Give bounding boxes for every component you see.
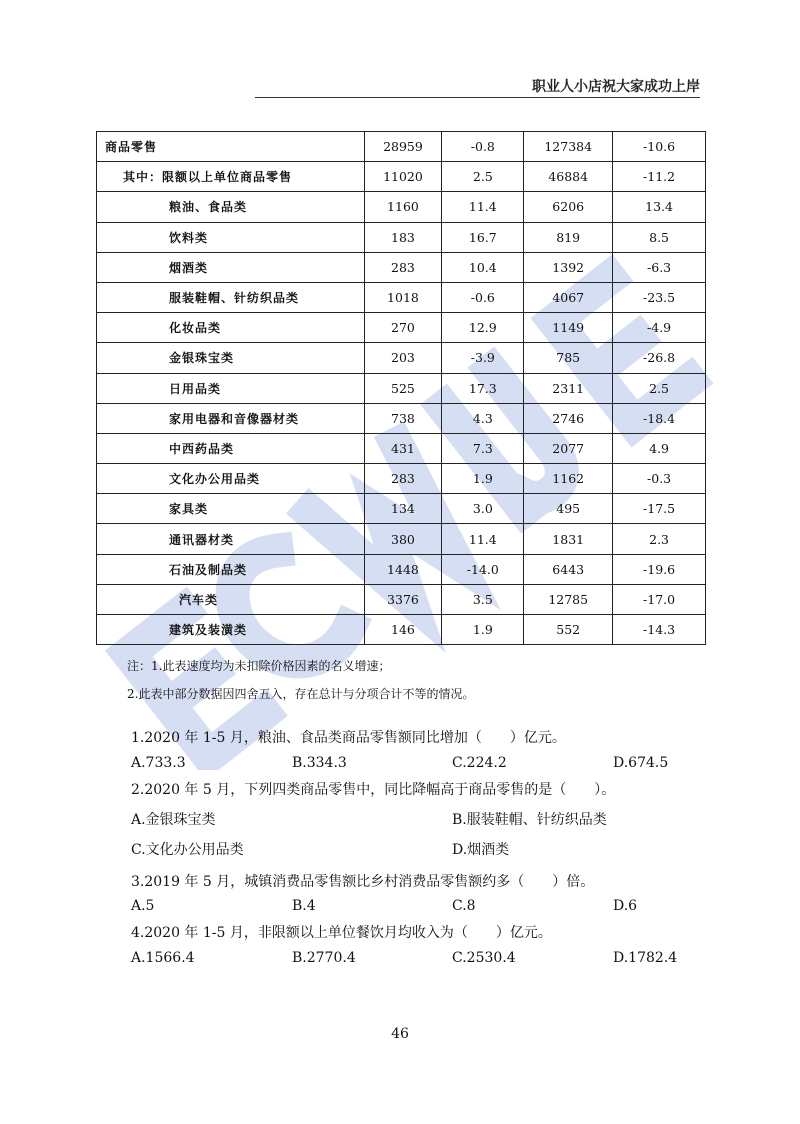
table-row	[97, 373, 706, 403]
category-cell: 商品零售	[97, 132, 365, 162]
growth-cell: 2.3	[613, 524, 706, 554]
value-cell: 283	[364, 252, 442, 282]
value-cell: 819	[524, 222, 613, 252]
value-cell: 203	[364, 343, 442, 373]
table-row	[97, 494, 706, 524]
q2-option-b: B.服装鞋帽、针纺织品类	[452, 812, 607, 828]
retail-sales-table	[96, 131, 706, 645]
value-cell: 1160	[364, 192, 442, 222]
growth-cell: 7.3	[442, 433, 524, 463]
header-divider	[255, 97, 700, 98]
q1-option-d: D.674.5	[613, 755, 669, 771]
page-header-title: 职业人小店祝大家成功上岸	[532, 79, 700, 95]
growth-cell: 11.4	[442, 524, 524, 554]
category-cell: 粮油、食品类	[97, 192, 365, 222]
category-cell: 家具类	[97, 494, 365, 524]
category-cell: 通讯器材类	[97, 524, 365, 554]
value-cell: 11020	[364, 162, 442, 192]
growth-cell: -18.4	[613, 403, 706, 433]
value-cell: 270	[364, 313, 442, 343]
value-cell: 12785	[524, 584, 613, 614]
growth-cell: -19.6	[613, 554, 706, 584]
growth-cell: -4.9	[613, 313, 706, 343]
category-cell: 汽车类	[97, 584, 365, 614]
value-cell: 46884	[524, 162, 613, 192]
growth-cell: 11.4	[442, 192, 524, 222]
growth-cell: -0.6	[442, 282, 524, 312]
value-cell: 380	[364, 524, 442, 554]
category-cell: 饮料类	[97, 222, 365, 252]
value-cell: 146	[364, 615, 442, 645]
note-2: 2.此表中部分数据因四舍五入，存在总计与分项合计不等的情况。	[127, 687, 475, 701]
growth-cell: -6.3	[613, 252, 706, 282]
growth-cell: -17.0	[613, 584, 706, 614]
table-row	[97, 433, 706, 463]
category-cell: 文化办公用品类	[97, 464, 365, 494]
category-cell: 其中：限额以上单位商品零售	[97, 162, 365, 192]
growth-cell: 3.0	[442, 494, 524, 524]
category-cell: 金银珠宝类	[97, 343, 365, 373]
table-row	[97, 524, 706, 554]
growth-cell: 3.5	[442, 584, 524, 614]
value-cell: 6443	[524, 554, 613, 584]
category-cell: 中西药品类	[97, 433, 365, 463]
growth-cell: -3.9	[442, 343, 524, 373]
q1-option-b: B.334.3	[292, 755, 347, 771]
table-row	[97, 403, 706, 433]
growth-cell: -0.8	[442, 132, 524, 162]
value-cell: 1018	[364, 282, 442, 312]
value-cell: 28959	[364, 132, 442, 162]
q4-option-b: B.2770.4	[292, 950, 356, 966]
value-cell: 127384	[524, 132, 613, 162]
growth-cell: -11.2	[613, 162, 706, 192]
category-cell: 建筑及装潢类	[97, 615, 365, 645]
table-row	[97, 554, 706, 584]
table-row	[97, 222, 706, 252]
table-row	[97, 584, 706, 614]
value-cell: 552	[524, 615, 613, 645]
table-row	[97, 464, 706, 494]
growth-cell: 2.5	[613, 373, 706, 403]
growth-cell: 4.3	[442, 403, 524, 433]
category-cell: 服装鞋帽、针纺织品类	[97, 282, 365, 312]
growth-cell: 1.9	[442, 464, 524, 494]
table-row	[97, 343, 706, 373]
value-cell: 1149	[524, 313, 613, 343]
value-cell: 183	[364, 222, 442, 252]
value-cell: 4067	[524, 282, 613, 312]
q2-option-d: D.烟酒类	[452, 842, 510, 858]
value-cell: 431	[364, 433, 442, 463]
q3-option-d: D.6	[613, 898, 638, 914]
growth-cell: 4.9	[613, 433, 706, 463]
growth-cell: -17.5	[613, 494, 706, 524]
q2-option-c: C.文化办公用品类	[131, 842, 244, 858]
category-cell: 日用品类	[97, 373, 365, 403]
growth-cell: -10.6	[613, 132, 706, 162]
value-cell: 2746	[524, 403, 613, 433]
table-row	[97, 132, 706, 162]
growth-cell: 1.9	[442, 615, 524, 645]
growth-cell: 16.7	[442, 222, 524, 252]
value-cell: 1392	[524, 252, 613, 282]
table-row	[97, 252, 706, 282]
growth-cell: 2.5	[442, 162, 524, 192]
category-cell: 化妆品类	[97, 313, 365, 343]
q4-option-a: A.1566.4	[131, 950, 195, 966]
category-cell: 石油及制品类	[97, 554, 365, 584]
table-row	[97, 192, 706, 222]
value-cell: 495	[524, 494, 613, 524]
value-cell: 3376	[364, 584, 442, 614]
q1-option-c: C.224.2	[452, 755, 507, 771]
table-row	[97, 313, 706, 343]
growth-cell: -14.0	[442, 554, 524, 584]
table-notes	[127, 652, 474, 708]
q4-option-c: C.2530.4	[452, 950, 516, 966]
growth-cell: -26.8	[613, 343, 706, 373]
growth-cell: 8.5	[613, 222, 706, 252]
growth-cell: 13.4	[613, 192, 706, 222]
table-row	[97, 162, 706, 192]
value-cell: 283	[364, 464, 442, 494]
growth-cell: -0.3	[613, 464, 706, 494]
category-cell: 家用电器和音像器材类	[97, 403, 365, 433]
value-cell: 1162	[524, 464, 613, 494]
q1-option-a: A.733.3	[131, 755, 186, 771]
question-1: 1.2020 年 1-5 月，粮油、食品类商品零售额同比增加（ ）亿元。	[131, 730, 566, 746]
growth-cell: 17.3	[442, 373, 524, 403]
q2-option-a: A.金银珠宝类	[131, 812, 216, 828]
value-cell: 738	[364, 403, 442, 433]
value-cell: 1448	[364, 554, 442, 584]
q3-option-a: A.5	[131, 898, 155, 914]
question-3: 3.2019 年 5 月，城镇消费品零售额比乡村消费品零售额约多（ ）倍。	[131, 874, 595, 890]
page-number: 46	[391, 1026, 409, 1042]
question-2: 2.2020 年 5 月，下列四类商品零售中，同比降幅高于商品零售的是（ ）。	[131, 782, 616, 798]
value-cell: 2311	[524, 373, 613, 403]
note-1: 注：1.此表速度均为未扣除价格因素的名义增速；	[127, 659, 391, 673]
q3-option-b: B.4	[292, 898, 316, 914]
growth-cell: -14.3	[613, 615, 706, 645]
value-cell: 525	[364, 373, 442, 403]
value-cell: 1831	[524, 524, 613, 554]
value-cell: 134	[364, 494, 442, 524]
q4-option-d: D.1782.4	[613, 950, 678, 966]
table-row	[97, 282, 706, 312]
value-cell: 785	[524, 343, 613, 373]
question-4: 4.2020 年 1-5 月，非限额以上单位餐饮月均收入为（ ）亿元。	[131, 925, 552, 941]
table-row	[97, 615, 706, 645]
value-cell: 6206	[524, 192, 613, 222]
category-cell: 烟酒类	[97, 252, 365, 282]
growth-cell: -23.5	[613, 282, 706, 312]
growth-cell: 10.4	[442, 252, 524, 282]
growth-cell: 12.9	[442, 313, 524, 343]
value-cell: 2077	[524, 433, 613, 463]
q3-option-c: C.8	[452, 898, 476, 914]
